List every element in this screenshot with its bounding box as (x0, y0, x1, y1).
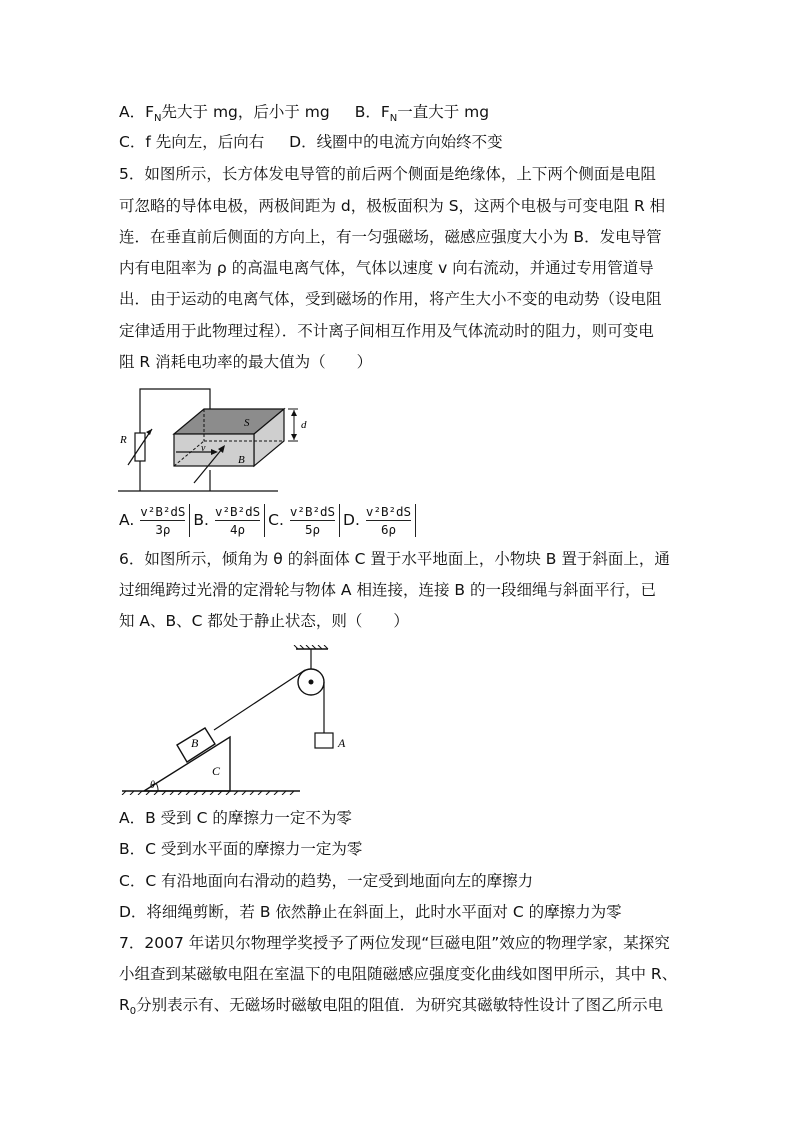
label-b: B (238, 454, 245, 466)
label-v: v (201, 443, 206, 454)
q4-option-b: B．$F_N$一直大于 mg (354, 103, 490, 124)
q4-option-a: A．$F_N$先大于 mg，后小于 mg (119, 103, 330, 124)
q5-figure (118, 385, 318, 497)
label-s: S (244, 417, 250, 429)
label-d: d (301, 419, 307, 431)
denominator: 3ρ (155, 521, 171, 537)
q5-option-c-fraction (286, 504, 340, 537)
denominator: 6ρ (380, 521, 397, 537)
q6-line: 6．如图所示，倾角为 θ 的斜面体 C 置于水平地面上，小物块 B 置于斜面上，通 (119, 550, 670, 568)
numerator: v²B²dS (365, 503, 412, 519)
q5-line: 5．如图所示，长方体发电导管的前后两个侧面是绝缘体，上下两个侧面是电阻 (119, 165, 656, 183)
label-a: A (338, 736, 346, 750)
q5-option-letter: B. (193, 511, 209, 529)
q4-option-c: C．f 先向左，后向右 (119, 133, 265, 151)
q7-line: 7．2007 年诺贝尔物理学奖授予了两位发现“巨磁电阻”效应的物理学家，某探究 (119, 934, 670, 952)
q6-option-d: D．将细绳剪断，若 B 依然静止在斜面上，此时水平面对 C 的摩擦力为零 (119, 903, 622, 921)
q5-option-d-fraction (362, 504, 416, 537)
q5-line: 阻 R 消耗电功率的最大值为（ ） (119, 353, 373, 371)
q5-option-b-fraction (211, 504, 265, 537)
q6-line: 知 A、B、C 都处于静止状态，则（ ） (119, 612, 409, 630)
q6-figure (120, 645, 360, 795)
label-r: R (120, 434, 127, 446)
denominator: 4ρ (230, 521, 246, 537)
q5-line: 定律适用于此物理过程）．不计离子间相互作用及气体流动时的阻力，则可变电 (119, 322, 654, 340)
numerator: v²B²dS (140, 503, 186, 519)
label-b: B (191, 736, 199, 750)
block-a (315, 733, 333, 748)
q6-option-a: A．B 受到 C 的摩擦力一定不为零 (119, 809, 352, 827)
q7-line: $R_0$分别表示有、无磁场时磁敏电阻的阻值．为研究其磁敏特性设计了图乙所示电 (119, 996, 664, 1017)
q7-line: 小组查到某磁敏电阻在室温下的电阻随磁感应强度变化曲线如图甲所示，其中 R、 (119, 965, 678, 983)
q6-option-c: C．C 有沿地面向右滑动的趋势，一定受到地面向左的摩擦力 (119, 872, 534, 890)
numerator: v²B²dS (214, 503, 261, 519)
q5-option-letter: A. (119, 511, 135, 529)
q5-line: 内有电阻率为 ρ 的高温电离气体，气体以速度 v 向右流动，并通过专用管道导 (119, 259, 654, 277)
q4-options-row-2 (119, 131, 503, 153)
q5-option-a-fraction (136, 504, 190, 537)
q5-line: 可忽略的导体电极，两极间距为 d，极板面积为 S，这两个电极与可变电阻 R 相 (119, 197, 666, 215)
q4-option-d: D．线圈中的电流方向始终不变 (289, 133, 503, 151)
q5-line: 连．在垂直前后侧面的方向上，有一匀强磁场，磁感应强度大小为 B．发电导管 (119, 228, 662, 246)
q5-line: 出．由于运动的电离气体，受到磁场的作用，将产生大小不变的电动势（设电阻 (119, 290, 662, 308)
q6-line: 过细绳跨过光滑的定滑轮与物体 A 相连接，连接 B 的一段细绳与斜面平行，已 (119, 581, 656, 599)
q5-options (119, 502, 419, 538)
q5-option-letter: D. (343, 511, 360, 529)
label-c: C (212, 764, 221, 778)
label-theta: θ (150, 780, 155, 791)
q4-options-row-1 (119, 101, 489, 126)
q6-option-b: B．C 受到水平面的摩擦力一定为零 (119, 840, 363, 858)
denominator: 5ρ (304, 521, 320, 537)
numerator: v²B²dS (289, 503, 336, 519)
q5-option-letter: C. (268, 511, 284, 529)
